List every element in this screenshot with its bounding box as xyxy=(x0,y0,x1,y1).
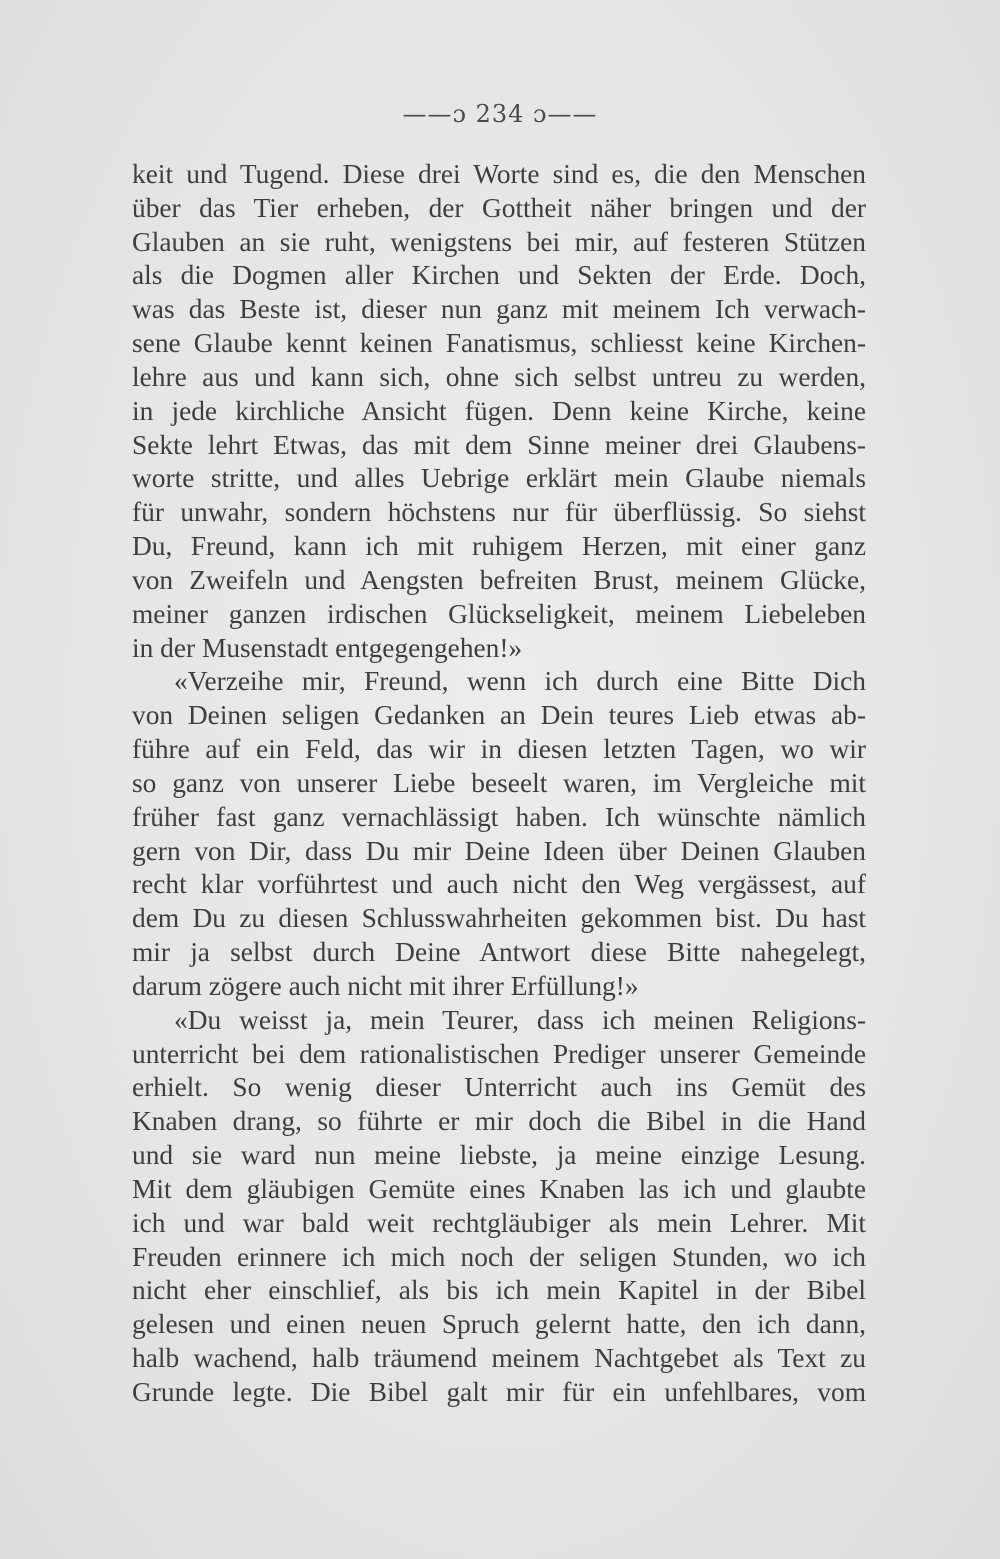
text-line: für unwahr, sondern höchstens nur für überflüssig. So siehst xyxy=(132,497,866,528)
text-line: «Du weisst ja, mein Teurer, dass ich meinen Religions- xyxy=(174,1004,866,1035)
text-line: mir ja selbst durch Deine Antwort diese Bitte nahegelegt, xyxy=(132,937,866,968)
text-line: Mit dem gläubigen Gemüte eines Knaben las ich und glaubte xyxy=(132,1173,866,1204)
text-line: erhielt. So wenig dieser Unterricht auch ins Gemüt des xyxy=(132,1072,866,1103)
text-line: nicht eher einschlief, als bis ich mein Kapitel in der Bibel xyxy=(132,1275,866,1306)
text-line: «Verzeihe mir, Freund, wenn ich durch eine Bitte Dich xyxy=(174,666,866,697)
text-line: über das Tier erheben, der Gottheit näher bringen und der xyxy=(132,192,866,223)
text-line: führe auf ein Feld, das wir in diesen letzten Tagen, wo wir xyxy=(132,734,866,765)
text-line: Glauben an sie ruht, wenigstens bei mir, auf festeren Stützen xyxy=(132,226,866,257)
text-line: keit und Tugend. Diese drei Worte sind es, die den Menschen xyxy=(132,159,866,189)
text-line: in der Musenstadt entgegengehen!» xyxy=(132,632,523,663)
text-line: lehre aus und kann sich, ohne sich selbst untreu zu werden, xyxy=(132,361,866,392)
page-number: ——ɔ 234 ɔ—— xyxy=(402,100,598,128)
text-line: Sekte lehrt Etwas, das mit dem Sinne meiner drei Glaubens- xyxy=(132,429,866,460)
text-line: unterricht bei dem rationalistischen Prediger unserer Gemeinde xyxy=(132,1038,866,1069)
text-line: ich und war bald weit rechtgläubiger als mein Lehrer. Mit xyxy=(132,1207,866,1238)
text-line: von Deinen seligen Gedanken an Dein teures Lieb etwas ab- xyxy=(132,700,866,731)
text-line: früher fast ganz vernachlässigt haben. Ich wünschte nämlich xyxy=(132,801,866,832)
text-line: in jede kirchliche Ansicht fügen. Denn keine Kirche, keine xyxy=(132,395,866,426)
text-line: dem Du zu diesen Schlusswahrheiten gekommen bist. Du hast xyxy=(132,903,866,934)
text-line: meiner ganzen irdischen Glückseligkeit, meinem Liebeleben xyxy=(132,598,866,629)
text-line: recht klar vorführtest und auch nicht den Weg vergässest, auf xyxy=(132,869,866,900)
text-line: Grunde legte. Die Bibel galt mir für ein unfehlbares, vom xyxy=(132,1376,866,1407)
text-line: Du, Freund, kann ich mit ruhigem Herzen, mit einer ganz xyxy=(132,531,866,562)
text-line: gern von Dir, dass Du mir Deine Ideen über Deinen Glauben xyxy=(132,835,866,866)
text-line: Freuden erinnere ich mich noch der seligen Stunden, wo ich xyxy=(132,1241,866,1272)
text-line: Knaben drang, so führte er mir doch die Bibel in die Hand xyxy=(132,1106,866,1137)
text-line: sene Glaube kennt keinen Fanatismus, schliesst keine Kirchen- xyxy=(132,328,866,359)
text-line: so ganz von unserer Liebe beseelt waren, im Vergleiche mit xyxy=(132,767,866,798)
text-line: als die Dogmen aller Kirchen und Sekten der Erde. Doch, xyxy=(132,260,866,291)
text-line: darum zögere auch nicht mit ihrer Erfüllung!» xyxy=(132,970,639,1001)
text-line: von Zweifeln und Aengsten befreiten Brust, meinem Glücke, xyxy=(132,564,866,595)
text-line: worte stritte, und alles Uebrige erklärt mein Glaube niemals xyxy=(132,463,866,494)
text-line: was das Beste ist, dieser nun ganz mit meinem Ich verwach- xyxy=(132,294,866,325)
text-line: halb wachend, halb träumend meinem Nachtgebet als Text zu xyxy=(132,1342,866,1373)
body-text xyxy=(132,158,866,1410)
text-line: gelesen und einen neuen Spruch gelernt hatte, den ich dann, xyxy=(132,1309,866,1340)
text-line: und sie ward nun meine liebste, ja meine einzige Lesung. xyxy=(132,1140,866,1171)
